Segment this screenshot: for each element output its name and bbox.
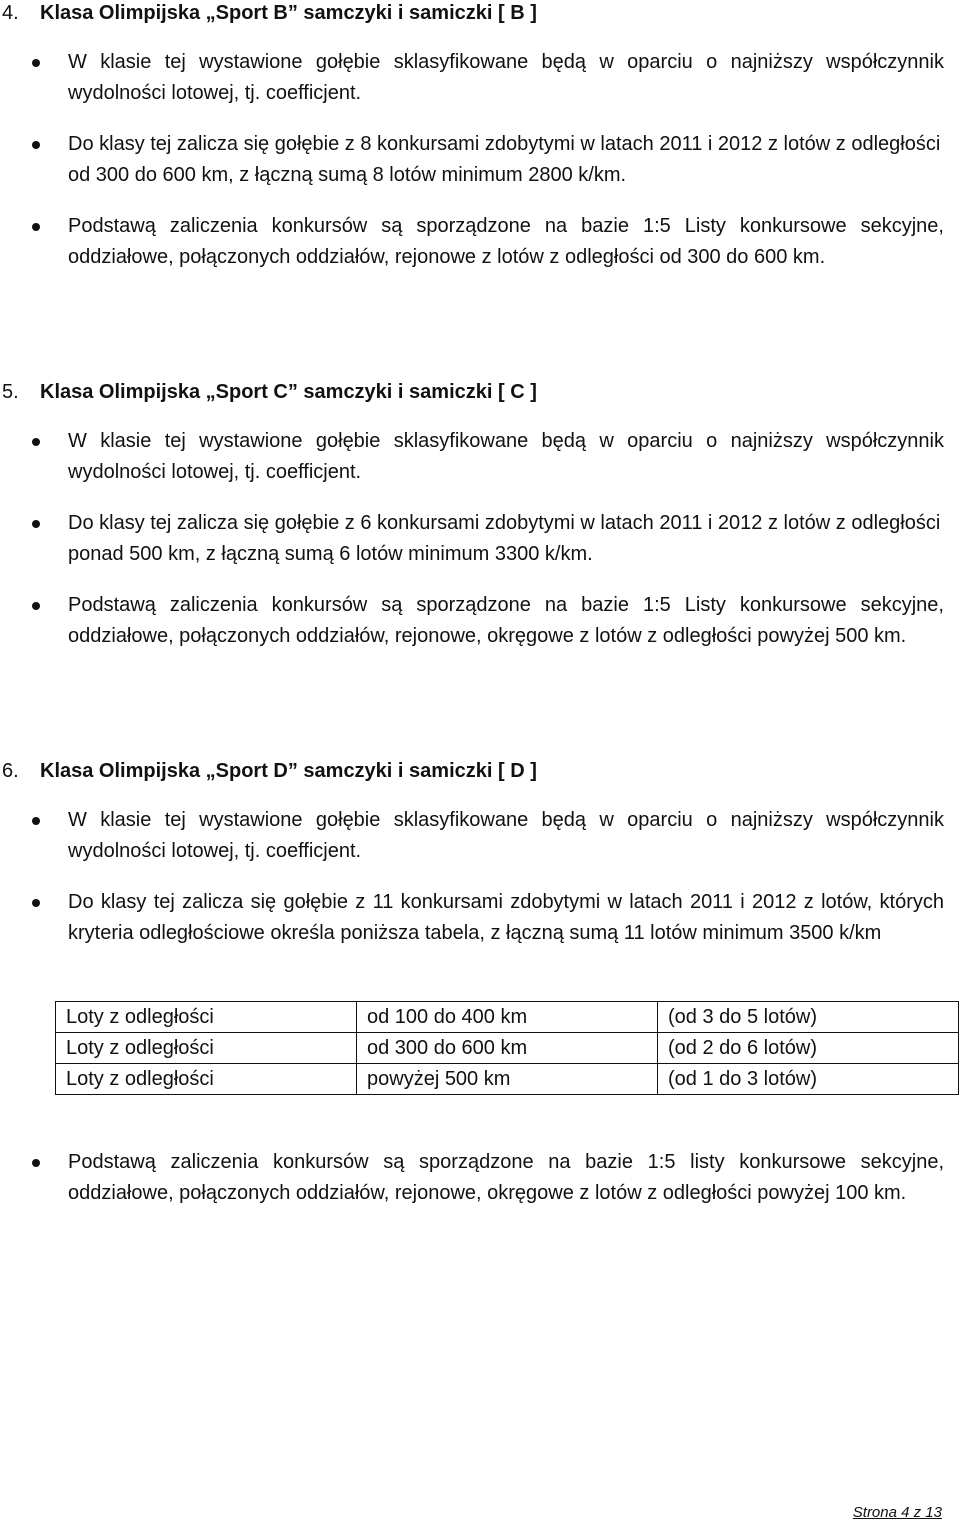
- bullet-item: W klasie tej wystawione gołębie sklasyfikowane będą w oparciu o najniższy współczynnik wydolności lotowej, tj. coefficjent.: [68, 47, 944, 109]
- table-cell: Loty z odległości: [56, 1002, 357, 1033]
- table-cell: od 100 do 400 km: [357, 1002, 658, 1033]
- bullet-item: W klasie tej wystawione gołębie sklasyfikowane będą w oparciu o najniższy współczynnik wydolności lotowej, tj. coefficjent.: [68, 426, 944, 488]
- section-title: Klasa Olimpijska „Sport B” samczyki i samiczki [ B ]: [40, 1, 537, 24]
- table-cell: od 300 do 600 km: [357, 1033, 658, 1064]
- section-number: 5.: [2, 380, 19, 403]
- table-row: [56, 1064, 959, 1095]
- section-heading-6: [0, 755, 537, 787]
- page-number: Strona 4 z 13: [852, 1504, 942, 1521]
- section-heading-4: [0, 0, 537, 29]
- bullet-item: Do klasy tej zalicza się gołębie z 6 konkursami zdobytymi w latach 2011 i 2012 z lotów z odległości ponad 500 km, z łączną sumą 6 lotów minimum 3300 k/km.: [68, 508, 944, 570]
- section-title: Klasa Olimpijska „Sport C” samczyki i samiczki [ C ]: [40, 380, 537, 403]
- table-cell: (od 2 do 6 lotów): [658, 1033, 959, 1064]
- distance-table: [55, 1001, 959, 1095]
- section-title: Klasa Olimpijska „Sport D” samczyki i samiczki [ D ]: [40, 759, 537, 782]
- table-row: [56, 1033, 959, 1064]
- bullet-item: W klasie tej wystawione gołębie sklasyfikowane będą w oparciu o najniższy współczynnik wydolności lotowej, tj. coefficjent.: [68, 805, 944, 867]
- table-cell: (od 3 do 5 lotów): [658, 1002, 959, 1033]
- table-row: [56, 1002, 959, 1033]
- section-number: 6.: [2, 759, 19, 782]
- bullet-item: Podstawą zaliczenia konkursów są sporządzone na bazie 1:5 Listy konkursowe sekcyjne, oddziałowe, połączonych oddziałów, rejonowe, okręgowe z lotów z odległości powyżej 500 km.: [68, 590, 944, 652]
- bullet-item: Do klasy tej zalicza się gołębie z 11 konkursami zdobytymi w latach 2011 i 2012 z lotów, których kryteria odległościowe określa poniższa tabela, z łączną sumą 11 lotów minimum 3500 k/km: [68, 887, 944, 949]
- table-cell: Loty z odległości: [56, 1033, 357, 1064]
- section-number: 4.: [2, 1, 19, 24]
- table-cell: powyżej 500 km: [357, 1064, 658, 1095]
- table-cell: (od 1 do 3 lotów): [658, 1064, 959, 1095]
- section-heading-5: [0, 376, 537, 408]
- table-cell: Loty z odległości: [56, 1064, 357, 1095]
- bullet-item: Do klasy tej zalicza się gołębie z 8 konkursami zdobytymi w latach 2011 i 2012 z lotów z odległości od 300 do 600 km, z łączną sumą 8 lotów minimum 2800 k/km.: [68, 129, 944, 191]
- bullet-item: Podstawą zaliczenia konkursów są sporządzone na bazie 1:5 listy konkursowe sekcyjne, oddziałowe, połączonych oddziałów, rejonowe, okręgowe z lotów z odległości powyżej 100 km.: [68, 1147, 944, 1209]
- bullet-item: Podstawą zaliczenia konkursów są sporządzone na bazie 1:5 Listy konkursowe sekcyjne, oddziałowe, połączonych oddziałów, rejonowe z lotów z odległości od 300 do 600 km.: [68, 211, 944, 273]
